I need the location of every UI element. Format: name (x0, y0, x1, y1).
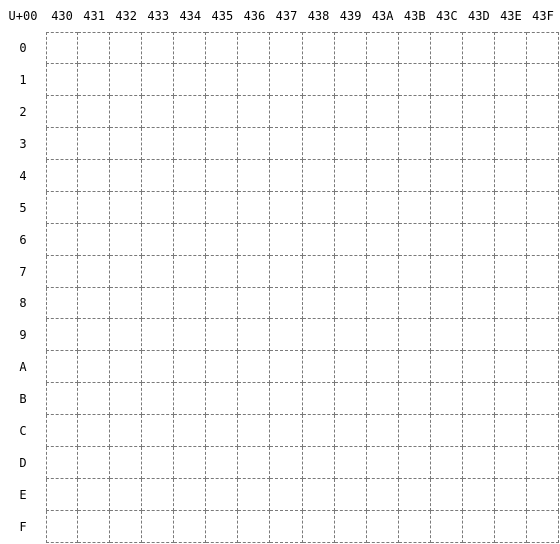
glyph-cell (463, 447, 495, 479)
glyph-cell (174, 224, 206, 256)
glyph-cell (367, 447, 399, 479)
row-header: D (19, 456, 27, 471)
glyph-cell (463, 511, 495, 543)
column-header: 43E (500, 9, 522, 23)
glyph-cell (206, 319, 238, 351)
glyph-cell (78, 415, 110, 447)
glyph-cell (495, 383, 527, 415)
glyph-cell (206, 415, 238, 447)
glyph-cell (303, 256, 335, 288)
glyph-cell (399, 96, 431, 128)
glyph-cell (110, 479, 142, 511)
glyph-cell (399, 64, 431, 96)
glyph-cell (270, 96, 302, 128)
glyph-cell (78, 224, 110, 256)
glyph-cell (399, 415, 431, 447)
glyph-cell (303, 32, 335, 64)
row-header: E (19, 488, 27, 503)
glyph-cell (142, 319, 174, 351)
glyph-cell (142, 288, 174, 320)
glyph-cell (110, 32, 142, 64)
column-header: 439 (339, 9, 362, 23)
column-header: 432 (115, 9, 137, 23)
glyph-cell (78, 256, 110, 288)
glyph-cell (142, 479, 174, 511)
glyph-cell (335, 192, 367, 224)
glyph-cell (78, 96, 110, 128)
glyph-cell (367, 192, 399, 224)
glyph-cell (367, 64, 399, 96)
glyph-cell (335, 256, 367, 288)
glyph-cell (174, 32, 206, 64)
glyph-cell (238, 160, 270, 192)
glyph-cell (78, 160, 110, 192)
glyph-cell (399, 128, 431, 160)
glyph-cell (463, 288, 495, 320)
glyph-cell (238, 96, 270, 128)
glyph-cell (174, 511, 206, 543)
glyph-cell (238, 319, 270, 351)
glyph-cell (110, 319, 142, 351)
glyph-cell (238, 32, 270, 64)
glyph-cell (431, 224, 463, 256)
glyph-cell (399, 288, 431, 320)
glyph-cell (270, 415, 302, 447)
glyph-cell (142, 192, 174, 224)
glyph-cell (463, 96, 495, 128)
column-header: 438 (307, 9, 330, 23)
column-header: 431 (83, 9, 105, 23)
glyph-cell (174, 96, 206, 128)
glyph-cell (527, 192, 559, 224)
glyph-cell (270, 351, 302, 383)
column-header: 43F (532, 9, 554, 23)
glyph-cell (527, 288, 559, 320)
glyph-cell (527, 383, 559, 415)
glyph-cell (335, 447, 367, 479)
glyph-cell (527, 160, 559, 192)
row-header: 6 (19, 232, 27, 247)
row-header: 2 (19, 104, 27, 119)
column-header: 43A (371, 9, 394, 23)
glyph-cell (463, 383, 495, 415)
glyph-cell (110, 256, 142, 288)
glyph-cell (206, 447, 238, 479)
glyph-cell (206, 64, 238, 96)
glyph-cell (495, 32, 527, 64)
glyph-cell (463, 319, 495, 351)
glyph-cell (463, 256, 495, 288)
glyph-cell (78, 32, 110, 64)
glyph-cell (431, 319, 463, 351)
glyph-cell (206, 383, 238, 415)
glyph-cell (463, 192, 495, 224)
glyph-cell (399, 479, 431, 511)
column-header: 436 (243, 9, 266, 23)
corner-label: U+00 (8, 9, 38, 23)
glyph-cell (367, 511, 399, 543)
glyph-cell (46, 256, 78, 288)
glyph-cell (238, 351, 270, 383)
glyph-cell (206, 224, 238, 256)
glyph-cell (46, 288, 78, 320)
glyph-cell (495, 447, 527, 479)
glyph-cell (303, 128, 335, 160)
glyph-cell (270, 447, 302, 479)
glyph-cell (399, 224, 431, 256)
glyph-cell (174, 351, 206, 383)
glyph-cell (206, 351, 238, 383)
glyph-cell (431, 415, 463, 447)
glyph-cell (110, 415, 142, 447)
glyph-cell (335, 511, 367, 543)
glyph-cell (367, 256, 399, 288)
glyph-cell (46, 415, 78, 447)
glyph-cell (463, 479, 495, 511)
glyph-cell (495, 351, 527, 383)
glyph-cell (270, 288, 302, 320)
glyph-cell (46, 192, 78, 224)
glyph-cell (110, 128, 142, 160)
glyph-cell (495, 160, 527, 192)
glyph-cell (335, 288, 367, 320)
glyph-cell (206, 192, 238, 224)
glyph-cell (78, 288, 110, 320)
glyph-cell (110, 224, 142, 256)
glyph-cell (527, 96, 559, 128)
glyph-cell (463, 415, 495, 447)
glyph-cell (463, 224, 495, 256)
glyph-cell (78, 511, 110, 543)
glyph-cell (495, 96, 527, 128)
glyph-cell (527, 256, 559, 288)
glyph-cell (206, 32, 238, 64)
glyph-cell (270, 192, 302, 224)
glyph-cell (367, 96, 399, 128)
glyph-cell (463, 32, 495, 64)
row-header: 9 (19, 328, 27, 343)
glyph-cell (142, 415, 174, 447)
glyph-cell (495, 288, 527, 320)
row-header: B (19, 392, 27, 407)
glyph-cell (270, 319, 302, 351)
glyph-cell (335, 160, 367, 192)
glyph-cell (110, 288, 142, 320)
glyph-cell (142, 32, 174, 64)
row-header: 8 (19, 296, 27, 311)
glyph-cell (238, 224, 270, 256)
glyph-cell (399, 383, 431, 415)
glyph-cell (527, 128, 559, 160)
glyph-cell (399, 351, 431, 383)
glyph-cell (238, 447, 270, 479)
row-header: 7 (19, 264, 27, 279)
glyph-cell (367, 128, 399, 160)
glyph-cell (399, 192, 431, 224)
row-header: 0 (19, 40, 27, 55)
glyph-cell (399, 511, 431, 543)
glyph-cell (78, 479, 110, 511)
row-header: 1 (19, 72, 27, 87)
glyph-cell (399, 256, 431, 288)
glyph-cell (431, 160, 463, 192)
glyph-cell (110, 64, 142, 96)
glyph-cell (174, 64, 206, 96)
glyph-cell (303, 64, 335, 96)
glyph-cell (495, 192, 527, 224)
glyph-cell (206, 256, 238, 288)
glyph-cell (238, 256, 270, 288)
glyph-cell (142, 128, 174, 160)
column-header: 43B (403, 9, 426, 23)
glyph-cell (142, 160, 174, 192)
row-header: 5 (19, 200, 27, 215)
glyph-cell (367, 288, 399, 320)
glyph-cell (238, 415, 270, 447)
column-header: 434 (179, 9, 202, 23)
glyph-cell (174, 415, 206, 447)
glyph-cell (527, 319, 559, 351)
glyph-cell (46, 383, 78, 415)
glyph-cell (431, 64, 463, 96)
glyph-cell (527, 224, 559, 256)
glyph-cell (174, 383, 206, 415)
glyph-cell (142, 224, 174, 256)
glyph-cell (527, 415, 559, 447)
glyph-cell (303, 447, 335, 479)
column-header: 43D (468, 9, 490, 23)
glyph-cell (142, 511, 174, 543)
glyph-cell (206, 96, 238, 128)
glyph-cell (431, 288, 463, 320)
glyph-cell (78, 64, 110, 96)
glyph-cell (142, 96, 174, 128)
glyph-cell (463, 64, 495, 96)
glyph-cell (270, 479, 302, 511)
glyph-cell (527, 447, 559, 479)
glyph-cell (495, 224, 527, 256)
glyph-cell (303, 96, 335, 128)
row-header: C (19, 424, 27, 439)
glyph-cell (110, 447, 142, 479)
glyph-cell (238, 479, 270, 511)
glyph-cell (335, 96, 367, 128)
glyph-cell (463, 128, 495, 160)
glyph-cell (46, 96, 78, 128)
glyph-cell (270, 383, 302, 415)
glyph-cell (303, 192, 335, 224)
glyph-cell (46, 128, 78, 160)
glyph-cell (303, 224, 335, 256)
glyph-cell (110, 192, 142, 224)
glyph-cell (238, 288, 270, 320)
glyph-cell (46, 447, 78, 479)
glyph-cell (495, 128, 527, 160)
glyph-cell (303, 351, 335, 383)
glyph-cell (206, 160, 238, 192)
row-header: F (19, 520, 27, 535)
glyph-cell (142, 64, 174, 96)
glyph-cell (431, 479, 463, 511)
glyph-cell (431, 128, 463, 160)
column-header: 43C (435, 9, 458, 23)
glyph-cell (463, 160, 495, 192)
glyph-cell (303, 415, 335, 447)
glyph-cell (399, 319, 431, 351)
column-header: 437 (275, 9, 298, 23)
glyph-cell (174, 319, 206, 351)
glyph-cell (367, 224, 399, 256)
glyph-cell (399, 32, 431, 64)
glyph-cell (78, 128, 110, 160)
glyph-cell (303, 160, 335, 192)
glyph-cell (238, 128, 270, 160)
glyph-cell (206, 479, 238, 511)
glyph-cell (270, 160, 302, 192)
glyph-cell (174, 288, 206, 320)
glyph-cell (110, 96, 142, 128)
glyph-cell (110, 511, 142, 543)
glyph-cell (431, 511, 463, 543)
glyph-cell (527, 479, 559, 511)
row-header: 4 (19, 168, 27, 183)
glyph-cell (367, 32, 399, 64)
glyph-cell (335, 479, 367, 511)
glyph-cell (463, 351, 495, 383)
glyph-cell (399, 447, 431, 479)
glyph-cell (303, 479, 335, 511)
glyph-cell (367, 479, 399, 511)
glyph-cell (46, 479, 78, 511)
glyph-cell (46, 511, 78, 543)
glyph-cell (110, 351, 142, 383)
row-header: 3 (19, 136, 27, 151)
glyph-cell (303, 511, 335, 543)
glyph-cell (270, 64, 302, 96)
glyph-cell (206, 128, 238, 160)
glyph-cell (303, 288, 335, 320)
glyph-cell (174, 479, 206, 511)
glyph-cell (431, 383, 463, 415)
glyph-cell (110, 383, 142, 415)
glyph-cell (206, 511, 238, 543)
glyph-cell (142, 447, 174, 479)
glyph-cell (78, 319, 110, 351)
glyph-cell (174, 447, 206, 479)
glyph-cell (238, 192, 270, 224)
glyph-cell (238, 64, 270, 96)
glyph-cell (431, 351, 463, 383)
row-header: A (19, 360, 27, 375)
glyph-cell (174, 256, 206, 288)
glyph-cell (431, 192, 463, 224)
glyph-cell (431, 32, 463, 64)
glyph-cell (335, 351, 367, 383)
glyph-cell (206, 288, 238, 320)
glyph-cell (46, 160, 78, 192)
glyph-cell (270, 32, 302, 64)
glyph-cell (174, 160, 206, 192)
glyph-cell (303, 319, 335, 351)
glyph-cell (527, 64, 559, 96)
glyph-cell (335, 383, 367, 415)
glyph-cell (367, 415, 399, 447)
glyph-cell (431, 256, 463, 288)
glyph-cell (335, 319, 367, 351)
glyph-cell (335, 32, 367, 64)
glyph-cell (431, 447, 463, 479)
glyph-cell (46, 224, 78, 256)
glyph-cell (335, 415, 367, 447)
glyph-cell (335, 64, 367, 96)
glyph-cell (78, 192, 110, 224)
glyph-cell (46, 351, 78, 383)
glyph-cell (367, 319, 399, 351)
glyph-cell (270, 128, 302, 160)
glyph-cell (238, 511, 270, 543)
column-header: 435 (211, 9, 234, 23)
glyph-cell (270, 256, 302, 288)
glyph-cell (495, 415, 527, 447)
glyph-cell (174, 128, 206, 160)
column-header: 433 (147, 9, 170, 23)
glyph-cell (270, 511, 302, 543)
glyph-cell (46, 319, 78, 351)
glyph-cell (78, 351, 110, 383)
glyph-cell (142, 256, 174, 288)
glyph-cell (110, 160, 142, 192)
glyph-cell (270, 224, 302, 256)
glyph-cell (238, 383, 270, 415)
glyph-cell (78, 383, 110, 415)
glyph-cell (527, 351, 559, 383)
glyph-cell (527, 32, 559, 64)
glyph-cell (367, 160, 399, 192)
glyph-cell (46, 32, 78, 64)
glyph-cell (399, 160, 431, 192)
glyph-cell (495, 511, 527, 543)
glyph-cell (495, 479, 527, 511)
glyph-cell (431, 96, 463, 128)
glyph-cell (303, 383, 335, 415)
glyph-cell (142, 383, 174, 415)
glyph-cell (46, 64, 78, 96)
glyph-cell (142, 351, 174, 383)
glyph-cell (335, 128, 367, 160)
column-header: 430 (51, 9, 73, 23)
glyph-cell (495, 256, 527, 288)
glyph-cell (495, 64, 527, 96)
glyph-cell (367, 383, 399, 415)
glyph-cell (527, 511, 559, 543)
glyph-cell (367, 351, 399, 383)
glyph-cell (174, 192, 206, 224)
glyph-cell (335, 224, 367, 256)
glyph-cell (495, 319, 527, 351)
glyph-cell (78, 447, 110, 479)
